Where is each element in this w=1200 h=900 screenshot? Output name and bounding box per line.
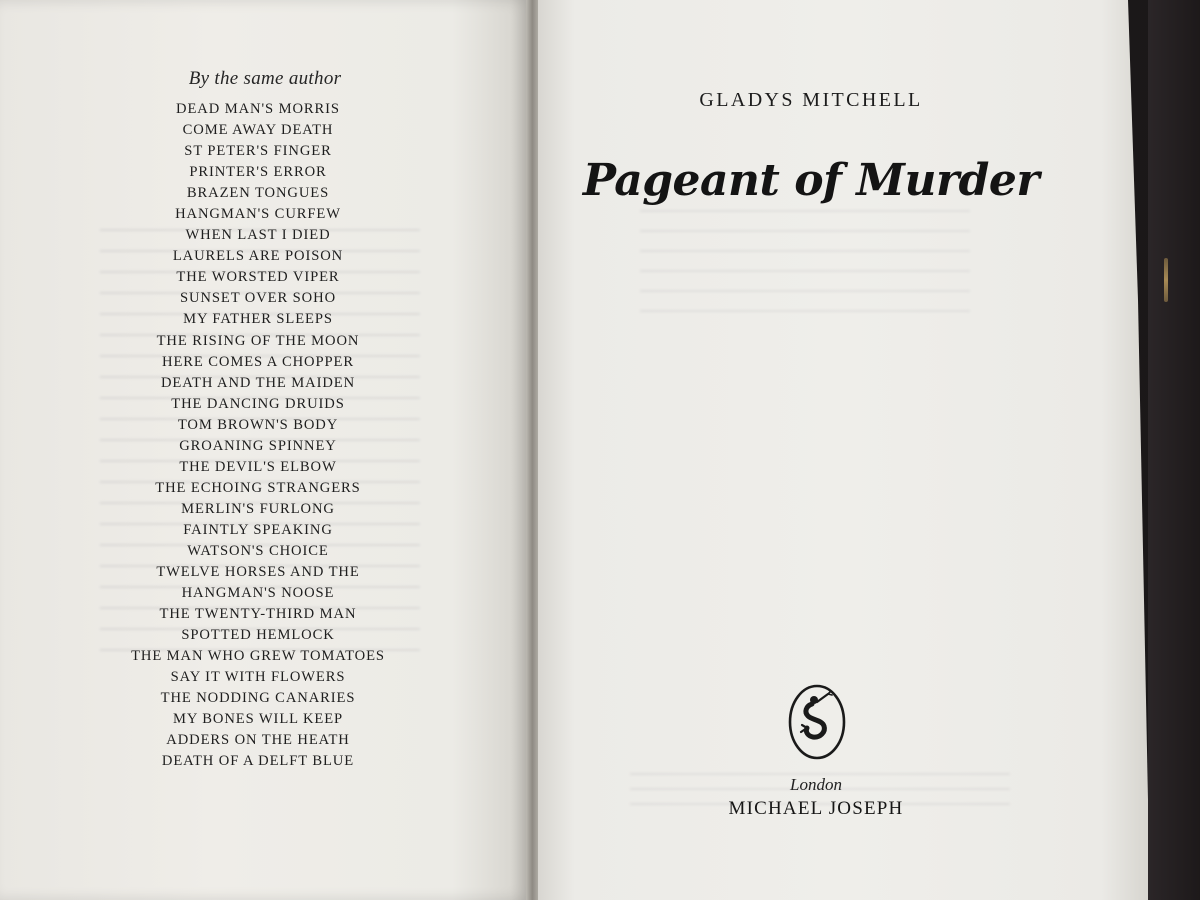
book-title-entry: DEATH AND THE MAIDEN xyxy=(160,374,356,391)
book-title-entry: ST PETER'S FINGER xyxy=(184,143,332,160)
book-title-entry: TOM BROWN'S BODY xyxy=(177,416,339,433)
book-title-entry: THE WORSTED VIPER xyxy=(176,269,340,286)
book-title-entry: HANGMAN'S NOOSE xyxy=(181,585,335,602)
book-title-entry: THE ECHOING STRANGERS xyxy=(155,479,361,496)
publisher-name: MICHAEL JOSEPH xyxy=(728,798,904,819)
left-page xyxy=(0,0,532,900)
book-title-entry: MY FATHER SLEEPS xyxy=(183,311,333,328)
book-gutter xyxy=(526,0,540,900)
by-same-author-heading: By the same author xyxy=(188,68,342,89)
book-title-entry: WATSON'S CHOICE xyxy=(187,542,329,559)
book-title-entry: DEAD MAN'S MORRIS xyxy=(176,101,340,117)
book-title-entry: PRINTER'S ERROR xyxy=(189,164,327,181)
publisher-city: London xyxy=(790,775,842,794)
other-titles-list xyxy=(0,99,516,773)
author-name: GLADYS MITCHELL xyxy=(699,89,923,111)
book-title-entry: COME AWAY DEATH xyxy=(182,122,334,139)
book-title-entry: THE DEVIL'S ELBOW xyxy=(179,458,337,475)
book-title-entry: HERE COMES A CHOPPER xyxy=(162,353,354,370)
book-title-entry: THE RISING OF THE MOON xyxy=(156,332,360,349)
book-title-entry: LAURELS ARE POISON xyxy=(172,248,344,265)
book-title: Pageant of Murder xyxy=(582,155,1040,206)
book-title-entry: GROANING SPINNEY xyxy=(179,437,337,454)
staple xyxy=(1164,258,1168,302)
book-title-entry: HANGMAN'S CURFEW xyxy=(175,206,341,223)
book-title-entry: SAY IT WITH FLOWERS xyxy=(170,669,346,686)
book-title-entry: ADDERS ON THE HEATH xyxy=(166,732,350,749)
book-title-entry: MERLIN'S FURLONG xyxy=(181,500,335,517)
book-title-entry: THE MAN WHO GREW TOMATOES xyxy=(131,648,385,665)
book-title-entry: WHEN LAST I DIED xyxy=(185,227,331,244)
book-title-entry: SPOTTED HEMLOCK xyxy=(181,627,335,644)
book-title-entry: SUNSET OVER SOHO xyxy=(179,290,337,307)
book-title-entry: BRAZEN TONGUES xyxy=(186,185,330,202)
publisher-mermaid-logo-icon xyxy=(786,682,848,762)
book-title-entry: THE DANCING DRUIDS xyxy=(171,395,345,412)
cover-edge xyxy=(1148,0,1200,900)
book-title-entry: TWELVE HORSES AND THE xyxy=(156,564,360,581)
book-title-entry: MY BONES WILL KEEP xyxy=(172,711,344,728)
book-title-entry: FAINTLY SPEAKING xyxy=(183,521,333,538)
show-through-text-right xyxy=(640,200,970,330)
book-title-entry: THE TWENTY-THIRD MAN xyxy=(159,606,357,623)
book-title-entry: THE NODDING CANARIES xyxy=(160,690,356,707)
book-title-entry: DEATH OF A DELFT BLUE xyxy=(161,753,355,770)
